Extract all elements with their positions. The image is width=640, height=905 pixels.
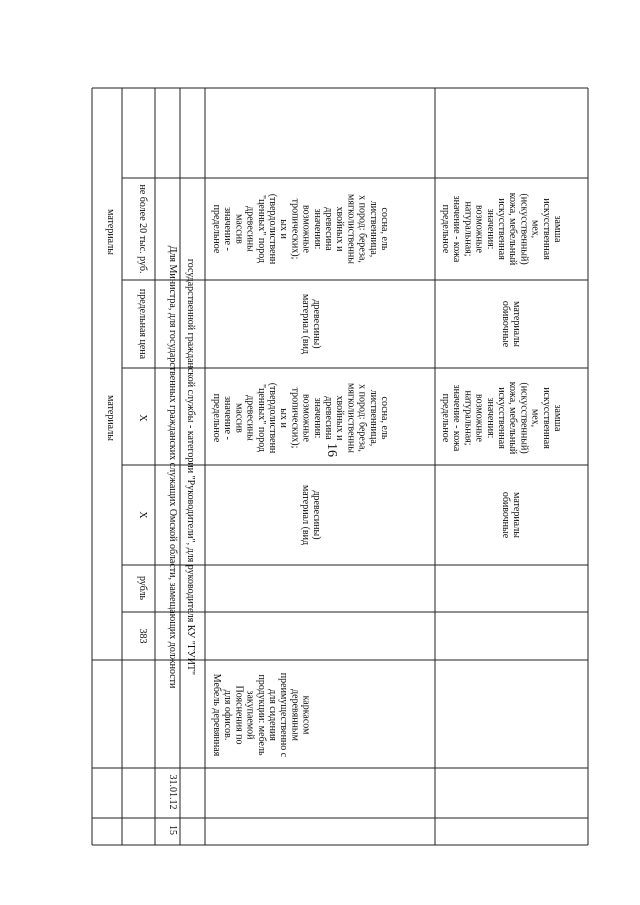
- wood-value-b-line: хвойных и: [334, 395, 346, 441]
- wood-value-line: "ценных" пород: [255, 194, 267, 264]
- wood-value-b-line: сосна, ель: [379, 396, 390, 440]
- upholstery-value-line: искусственная: [540, 198, 552, 260]
- wood-value-b-line: мягколиственны: [345, 383, 357, 453]
- upholstery-value-b-line: предельное: [440, 393, 451, 443]
- row-name-line: для офисов.: [222, 689, 234, 741]
- wood-value-line: возможные: [300, 205, 312, 253]
- header-limit-price: предельная цена: [137, 288, 148, 360]
- upholstery-value-line: (искусственный): [518, 193, 530, 265]
- row-code: 31.01.12: [167, 774, 178, 810]
- upholstery-value-line: натуральная;: [462, 201, 474, 257]
- upholstery-value-b-line: искусственная: [496, 387, 507, 449]
- row-name-line: продукции: мебель: [255, 674, 267, 756]
- upholstery-value-b-line: искусственная: [540, 387, 552, 449]
- row-name-line: закупаемой: [244, 690, 256, 740]
- upholstery-value-b-line: значения:: [484, 397, 496, 439]
- wood-value-line: массив: [233, 214, 245, 244]
- header-x-2: X: [137, 511, 148, 519]
- wood-value-line: предельное: [211, 204, 222, 254]
- wood-value-b-line: ых и: [278, 408, 290, 428]
- wood-material-line: материал (вид: [300, 293, 311, 355]
- wood-material-line: древесины): [311, 299, 323, 349]
- wood-value-line: значение -: [222, 207, 234, 251]
- upholstery-value-b-line: значение - кожа: [451, 384, 463, 452]
- upholstery-material-line: материалы: [511, 301, 523, 347]
- wood-value-b-line: значения:: [311, 397, 323, 439]
- header-x-1: X: [137, 414, 148, 422]
- header-unit-code: 383: [137, 628, 148, 644]
- upholstery-value-line: предельное: [440, 204, 451, 254]
- upholstery-value-line: значение - кожа: [451, 195, 463, 263]
- upholstery-value-line: замша: [552, 215, 563, 243]
- upholstery-value-b-line: возможные: [473, 394, 485, 442]
- wood-value-line: х пород: береза,: [356, 195, 368, 263]
- row-name-line: Мебель деревянная: [211, 673, 222, 757]
- wood-value-line: хвойных и: [334, 206, 346, 252]
- upholstery-value-line: значения:: [484, 208, 496, 250]
- upholstery-value-line: мех,: [529, 219, 541, 239]
- wood-value-line: древесина: [323, 207, 334, 251]
- wood-value-b-line: "ценных" пород: [255, 383, 267, 453]
- wood-value-line: мягколиственны: [345, 194, 357, 264]
- wood-material-b-line: материал (вид: [300, 484, 311, 546]
- wood-value-b-line: тропических);: [289, 387, 301, 449]
- wood-value-b-line: лиственница,: [367, 389, 379, 447]
- row-name-line: деревянным: [289, 689, 301, 741]
- wood-value-b-line: возможные: [300, 394, 312, 442]
- upholstery-material-b-line: обивочные: [500, 491, 511, 539]
- upholstery-value-line: кожа, мебельный: [507, 192, 519, 266]
- upholstery-value-b-line: (искусственный): [518, 382, 530, 454]
- row-name-line: для сидения: [267, 689, 278, 741]
- wood-value-b-line: древесины: [244, 395, 256, 441]
- wood-value-b-line: массив: [233, 403, 245, 433]
- wood-value-b-line: (твердолиственн: [267, 382, 278, 454]
- upholstery-value-b-line: замша: [552, 404, 563, 432]
- wood-value-line: значения:: [311, 208, 323, 250]
- wood-value-b-line: предельное: [211, 393, 222, 443]
- wood-value-line: (твердолиственн: [267, 193, 278, 265]
- wood-value-line: сосна, ель: [379, 207, 390, 251]
- wood-material-b-line: древесины): [311, 490, 323, 540]
- row-name-line: каркасом: [300, 695, 312, 735]
- wood-value-b-line: х пород: береза,: [356, 384, 368, 452]
- header-unit-name: рубль: [137, 575, 148, 601]
- header-materials-1: материалы: [105, 209, 116, 255]
- row-name-line: преимущественно с: [278, 672, 290, 758]
- header-materials-2: материалы: [105, 395, 116, 441]
- upholstery-value-b-line: мех,: [529, 408, 541, 428]
- upholstery-value-line: искусственная: [496, 198, 507, 260]
- upholstery-value-b-line: кожа, мебельный: [507, 381, 519, 455]
- upholstery-material-b-line: материалы: [511, 492, 523, 538]
- section-title-line-2: государственной гражданской службы - категории "Руководители", для руководителя КУ "ГУИТ": [185, 258, 196, 676]
- wood-value-line: тропических);: [289, 198, 301, 260]
- header-price-note: не более 20 тыс. руб.: [137, 184, 148, 274]
- row-name: [211, 673, 312, 758]
- upholstery-value-b-line: натуральная;: [462, 390, 474, 446]
- page-number: 16: [324, 443, 339, 457]
- wood-value-line: древесины: [244, 206, 256, 252]
- row-number: 15: [167, 825, 178, 835]
- upholstery-material-line: обивочные: [500, 300, 511, 348]
- row-name-line: Пояснения по: [233, 685, 245, 745]
- wood-value-b-line: значение -: [222, 396, 234, 440]
- section-title-line-1: Для Министра, для государственных гражданских служащих Омской области, замещающих должности: [167, 245, 178, 689]
- wood-value-line: ых и: [278, 219, 290, 239]
- wood-value-b-line: древесина: [323, 396, 334, 440]
- upholstery-value-line: возможные: [473, 205, 485, 253]
- wood-value-line: лиственница,: [367, 200, 379, 258]
- row-cells: [211, 193, 563, 545]
